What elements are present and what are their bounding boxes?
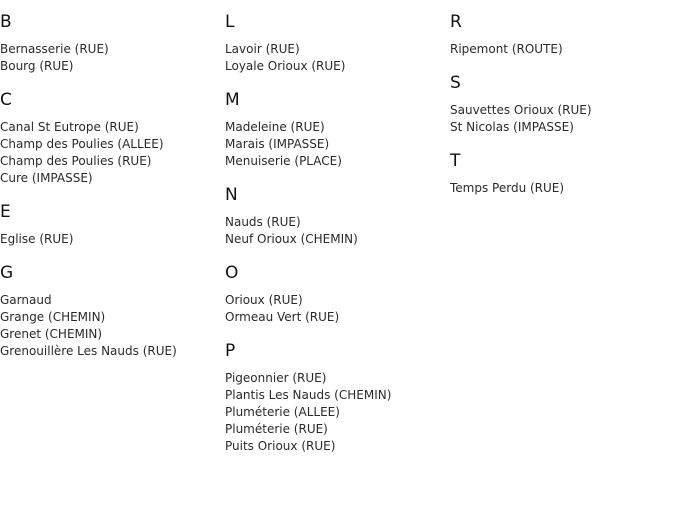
street-item: Temps Perdu (RUE) bbox=[450, 181, 565, 195]
letter-group-g bbox=[0, 263, 225, 360]
street-list bbox=[0, 292, 225, 360]
street-item: Cure (IMPASSE) bbox=[0, 171, 93, 185]
letter-heading: C bbox=[0, 90, 12, 110]
street-index-column-1 bbox=[0, 0, 225, 360]
letter-heading: R bbox=[450, 12, 462, 32]
street-item: Plantis Les Nauds (CHEMIN) bbox=[225, 388, 392, 402]
letter-heading: T bbox=[450, 151, 461, 171]
street-item: Grange (CHEMIN) bbox=[0, 310, 106, 324]
letter-heading: E bbox=[0, 202, 11, 222]
letter-heading: P bbox=[225, 341, 236, 361]
street-item: Neuf Orioux (CHEMIN) bbox=[225, 232, 358, 246]
street-item: Bernasserie (RUE) bbox=[0, 42, 109, 56]
street-list bbox=[0, 119, 225, 187]
street-list bbox=[0, 41, 225, 75]
letter-group-t bbox=[450, 151, 675, 197]
street-item: St Nicolas (IMPASSE) bbox=[450, 120, 574, 134]
street-item: Pluméterie (RUE) bbox=[225, 422, 328, 436]
letter-heading: B bbox=[0, 12, 12, 32]
letter-heading: M bbox=[225, 90, 240, 110]
letter-group-e bbox=[0, 202, 225, 248]
letter-group-l bbox=[225, 12, 450, 75]
street-item: Ripemont (ROUTE) bbox=[450, 42, 563, 56]
street-list bbox=[450, 102, 675, 136]
letter-heading: G bbox=[0, 263, 14, 283]
street-item: Madeleine (RUE) bbox=[225, 120, 325, 134]
street-list bbox=[225, 292, 450, 326]
street-item: Grenet (CHEMIN) bbox=[0, 327, 103, 341]
letter-group-n bbox=[225, 185, 450, 248]
street-list bbox=[225, 119, 450, 170]
street-item: Pluméterie (ALLEE) bbox=[225, 405, 340, 419]
letter-group-s bbox=[450, 73, 675, 136]
street-item: Sauvettes Orioux (RUE) bbox=[450, 103, 592, 117]
letter-heading: N bbox=[225, 185, 238, 205]
street-item: Champ des Poulies (ALLEE) bbox=[0, 137, 164, 151]
street-item: Ormeau Vert (RUE) bbox=[225, 310, 340, 324]
street-item: Menuiserie (PLACE) bbox=[225, 154, 342, 168]
street-item: Orioux (RUE) bbox=[225, 293, 303, 307]
street-list bbox=[0, 231, 225, 248]
letter-heading: L bbox=[225, 12, 235, 32]
letter-group-o bbox=[225, 263, 450, 326]
street-item: Pigeonnier (RUE) bbox=[225, 371, 327, 385]
street-index-column-2 bbox=[225, 0, 450, 455]
street-item: Champ des Poulies (RUE) bbox=[0, 154, 152, 168]
street-item: Canal St Eutrope (RUE) bbox=[0, 120, 139, 134]
street-list bbox=[225, 41, 450, 75]
street-item: Grenouillère Les Nauds (RUE) bbox=[0, 344, 177, 358]
street-index-column-3 bbox=[450, 0, 675, 197]
street-item: Bourg (RUE) bbox=[0, 59, 74, 73]
street-item: Nauds (RUE) bbox=[225, 215, 301, 229]
street-list bbox=[450, 41, 675, 58]
street-item: Puits Orioux (RUE) bbox=[225, 439, 336, 453]
street-item: Loyale Orioux (RUE) bbox=[225, 59, 346, 73]
street-item: Lavoir (RUE) bbox=[225, 42, 300, 56]
letter-group-m bbox=[225, 90, 450, 170]
street-item: Garnaud bbox=[0, 293, 52, 307]
letter-group-c bbox=[0, 90, 225, 187]
letter-group-p bbox=[225, 341, 450, 455]
street-list bbox=[450, 180, 675, 197]
letter-heading: S bbox=[450, 73, 461, 93]
letter-heading: O bbox=[225, 263, 239, 283]
letter-group-b bbox=[0, 12, 225, 75]
street-item: Marais (IMPASSE) bbox=[225, 137, 330, 151]
street-item: Eglise (RUE) bbox=[0, 232, 74, 246]
street-list bbox=[225, 214, 450, 248]
street-list bbox=[225, 370, 450, 455]
letter-group-r bbox=[450, 12, 675, 58]
